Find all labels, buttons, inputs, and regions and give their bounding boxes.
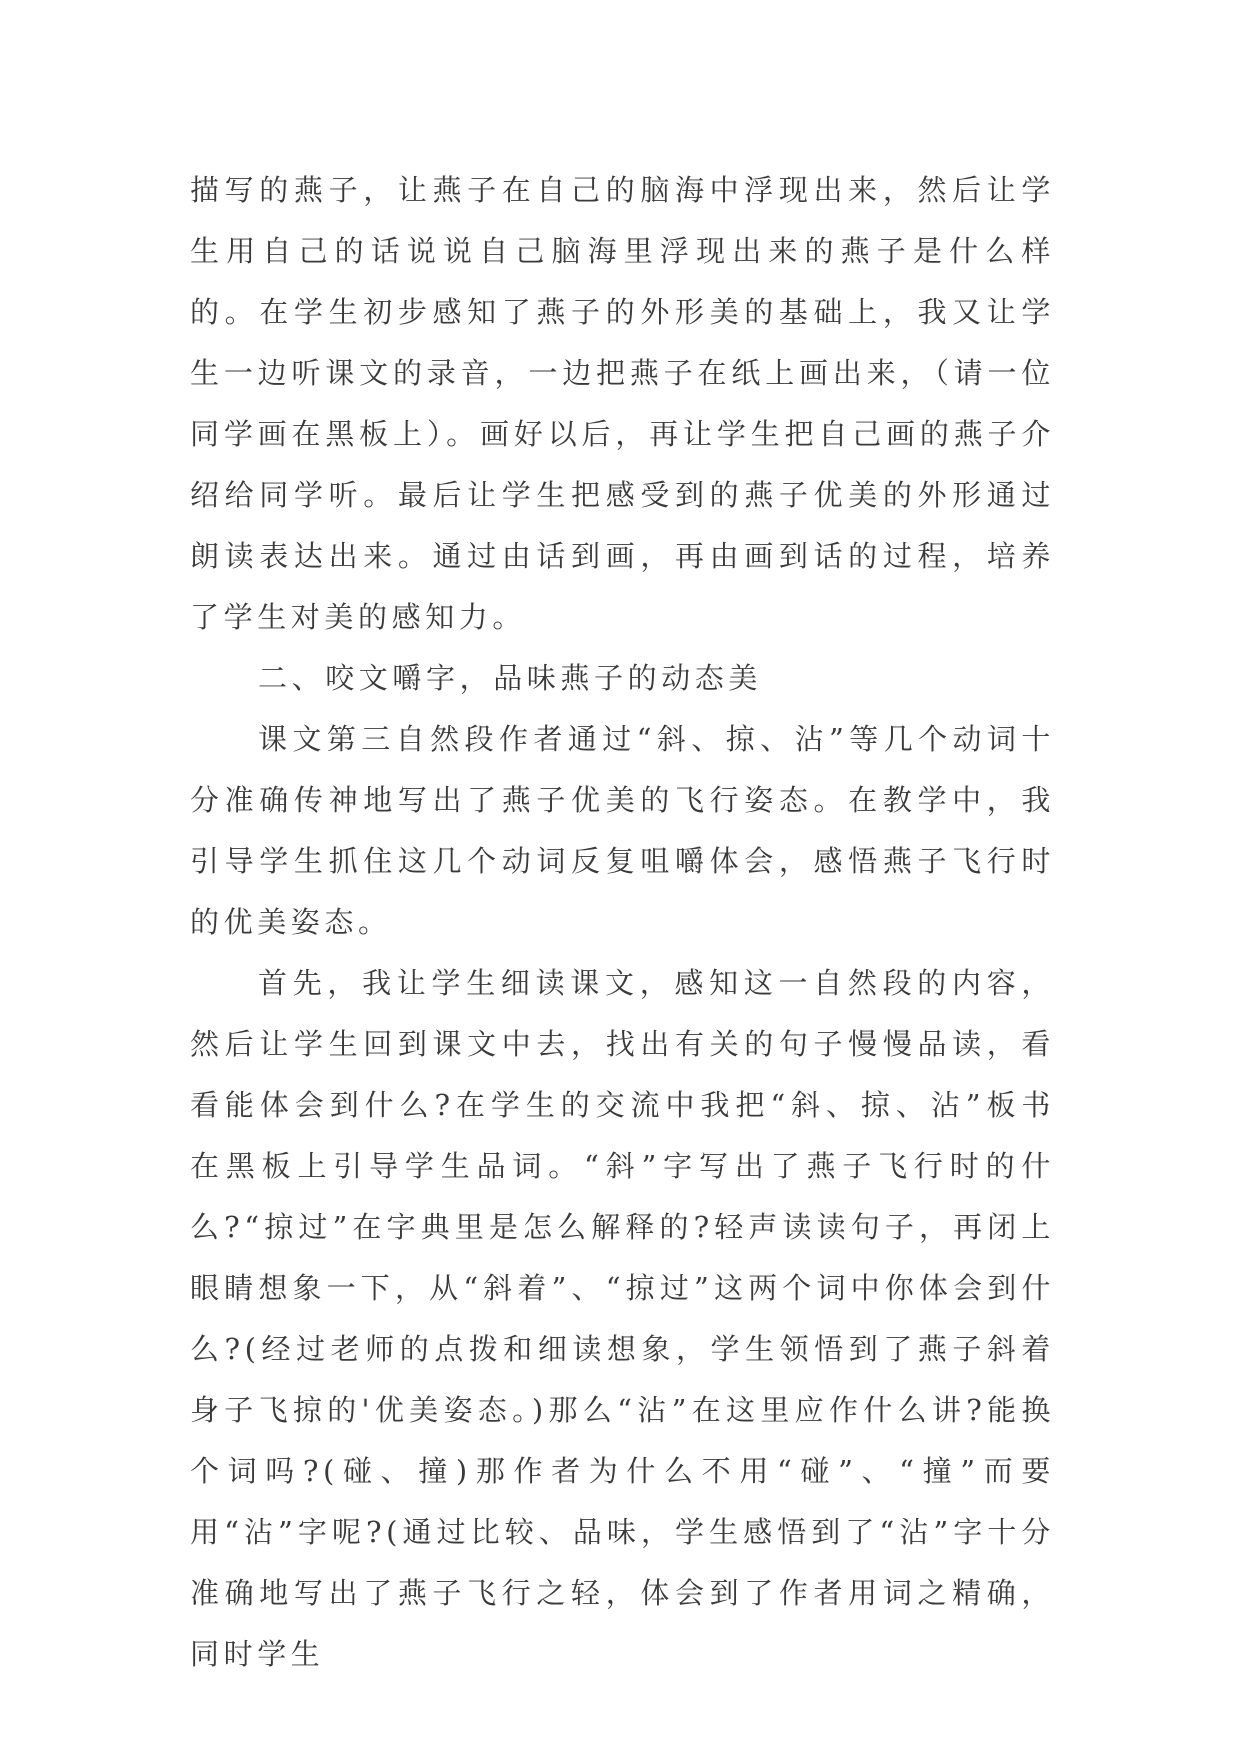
paragraph-2: 课文第三自然段作者通过“斜、掠、沾”等几个动词十分准确传神地写出了燕子优美的飞行姿态。在教学中，我引导学生抓住这几个动词反复咀嚼体会，感悟燕子飞行时的优美姿态。 xyxy=(190,722,1055,939)
document-body xyxy=(190,160,1055,1685)
paragraph-1: 描写的燕子，让燕子在自己的脑海中浮现出来，然后让学生用自己的话说说自己脑海里浮现出来的燕子是什么样的。在学生初步感知了燕子的外形美的基础上，我又让学生一边听课文的录音，一边把燕子在纸上画出来，（请一位同学画在黑板上）。画好以后，再让学生把自己画的燕子介绍给同学听。最后让学生把感受到的燕子优美的外形通过朗读表达出来。通过由话到画，再由画到话的过程，培养了学生对美的感知力。 xyxy=(190,173,1055,634)
section-heading: 二、咬文嚼字，品味燕子的动态美 xyxy=(258,661,763,695)
paragraph-3: 首先，我让学生细读课文，感知这一自然段的内容，然后让学生回到课文中去，找出有关的句子慢慢品读，看看能体会到什么?在学生的交流中我把“斜、掠、沾”板书在黑板上引导学生品词。“斜”字写出了燕子飞行时的什么?“掠过”在字典里是怎么解释的?轻声读读句子，再闭上眼睛想象一下，从“斜着”、“掠过”这两个词中你体会到什么?(经过老师的点拨和细读想象，学生领悟到了燕子斜着身子飞掠的'优美姿态。)那么“沾”在这里应作什么讲?能换个词吗?(碰、撞)那作者为什么不用“碰”、“撞”而要用“沾”字呢?(通过比较、品味，学生感悟到了“沾”字十分准确地写出了燕子飞行之轻，体会到了作者用词之精确，同时学生 xyxy=(190,966,1055,1671)
